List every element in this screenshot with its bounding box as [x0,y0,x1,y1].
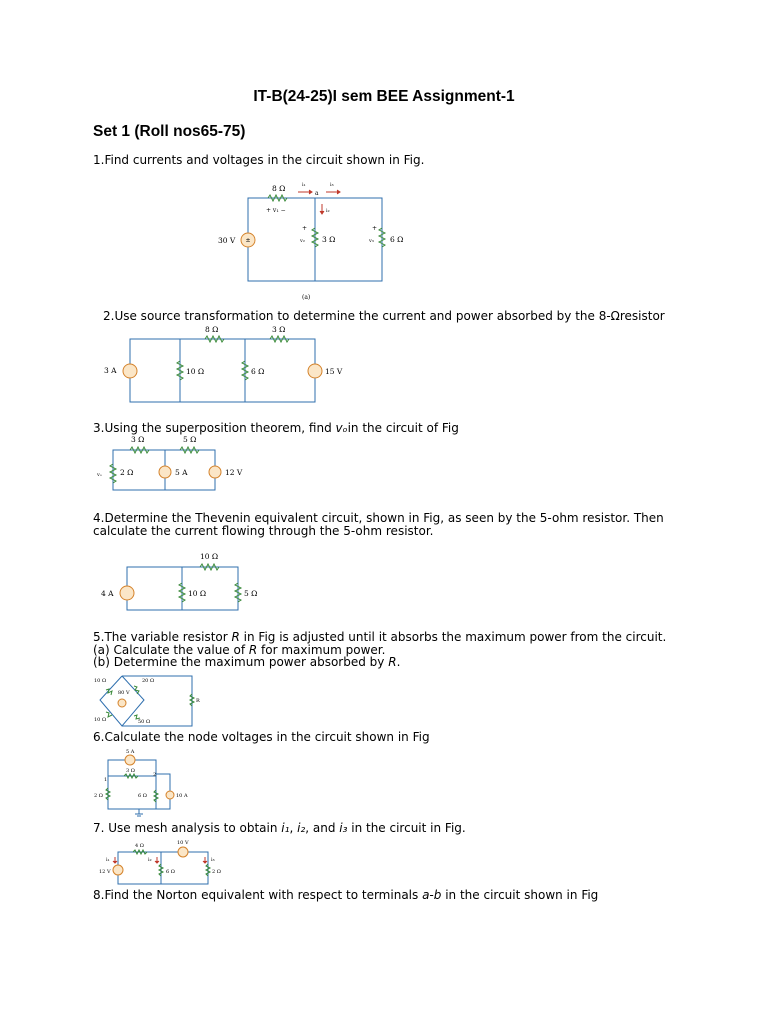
question-number: 3. [93,421,105,435]
question-6 [93,731,430,744]
question-text: The variable resistor [104,630,232,644]
label-10ohm: 10 Ω [188,589,207,598]
label-12v: 12 V [225,468,243,477]
label-i1: i₁ [302,182,306,188]
question-number: 1. [93,153,105,167]
question-number: 4. [93,511,105,525]
plus-sign-v3: + [372,225,378,232]
variable-ab: a-b [422,888,442,902]
label-12v: 12 V [99,869,111,875]
label-6ohm: 6 Ω [390,235,404,244]
label-2ohm: 2 Ω [120,468,134,477]
label-3ohm: 3 Ω [272,325,286,334]
label-50ohm: 50 Ω [138,719,151,725]
question-4-line-2: calculate the current flowing through the 5-ohm resistor. [93,524,434,538]
label-6ohm: 6 Ω [251,367,265,376]
label-4a: 4 A [101,589,114,598]
label-10ohm-bottom: 10 Ω [94,717,107,723]
label-node-1: 1 [104,777,108,783]
question-text: Determine the Thevenin equivalent circuit, shown in Fig, as seen by the 5-ohm resistor. Then [104,511,664,525]
question-text-end: in Fig is adjusted until it absorbs the maximum power from the circuit. [239,630,667,644]
question-2 [103,310,665,323]
variable-vo: vₒ [335,421,348,435]
figure-4-circuit [100,551,270,613]
question-text-end: . [396,655,401,669]
label-i2: i₂ [148,857,152,863]
label-v1: + v₁ − [266,207,286,214]
label-2ohm: 2 Ω [94,793,103,799]
question-text: Using the superposition theorem, find [104,421,336,435]
variable-r: R [248,643,258,657]
label-4ohm: 4 Ω [135,843,144,849]
question-number: 8. [93,888,105,902]
label-6ohm: 6 Ω [166,869,175,875]
label-3ohm: 3 Ω [126,768,135,774]
question-number: 5. [93,630,105,644]
variable-i3: i₃ [339,821,348,835]
label-10ohm-top: 10 Ω [200,552,219,561]
plus-sign-v2: + [302,225,308,232]
label-3ohm: 3 Ω [131,435,145,444]
label-8ohm: 8 Ω [272,184,286,193]
question-text: Find the Norton equivalent with respect to terminals [104,888,423,902]
variable-i2: i₂ [297,821,306,835]
set-heading: Set 1 (Roll nos65-75) [93,123,246,140]
variable-i1: i₁ [281,821,290,835]
question-5-line-3 [93,656,400,669]
question-text-end: for maximum power. [257,643,386,657]
label-5ohm: 5 Ω [244,589,258,598]
figure-3-circuit [95,434,270,494]
separator: , and [305,821,340,835]
variable-r: R [231,630,240,644]
label-80v: 80 V [118,690,130,696]
figure-6-circuit [92,746,202,820]
label-10ohm: 10 Ω [186,367,205,376]
separator: , [289,821,298,835]
label-vo: vₒ [97,472,102,478]
question-number: 2. [103,309,115,323]
label-6ohm: 6 Ω [138,793,147,799]
label-5a: 5 A [175,468,188,477]
question-text: Calculate the node voltages in the circuit shown in Fig [104,730,430,744]
label-v3: v₃ [369,238,374,244]
label-5a: 5 A [126,749,135,755]
label-v2: v₂ [300,238,305,244]
label-i1: i₁ [106,857,110,863]
label-15v: 15 V [325,367,343,376]
variable-r: R [388,655,397,669]
question-text-end: in the circuit shown in Fig [441,888,599,902]
question-text-end: in the circuit of Fig [347,421,459,435]
question-text: Use mesh analysis to obtain [104,821,282,835]
question-number: 7. [93,821,105,835]
label-10ohm-top: 10 Ω [94,678,107,684]
label-3a: 3 A [104,366,117,375]
label-20ohm: 20 Ω [142,678,155,684]
label-node-2: 2 [153,772,157,778]
question-8 [93,889,598,902]
figure-5-circuit [92,672,212,730]
question-text: (b) Determine the maximum power absorbed by [93,655,389,669]
label-node-a: a [315,190,319,197]
question-number: 6. [93,730,105,744]
label-i2: i₂ [326,208,330,214]
label-i3: i₃ [211,857,215,863]
question-1 [93,154,424,167]
question-text: (a) Calculate the value of [93,643,249,657]
label-10v: 10 V [177,840,189,846]
question-text: Use source transformation to determine the current and power absorbed by the 8-Ωresistor [114,309,665,323]
question-text: Find currents and voltages in the circuit shown in Fig. [104,153,425,167]
label-2ohm: 2 Ω [212,869,221,875]
question-7 [93,822,466,835]
label-3ohm: 3 Ω [322,235,336,244]
label-30v: 30 V [218,236,236,245]
question-text-end: in the circuit in Fig. [347,821,466,835]
assignment-title: IT-B(24-25)I sem BEE Assignment-1 [253,88,515,105]
label-r: R [196,698,200,704]
label-i3: i₃ [330,182,334,188]
label-5ohm: 5 Ω [183,435,197,444]
figure-2-circuit [100,323,360,405]
figure-1-circuit [210,178,420,303]
figure-caption: (a) [302,294,311,301]
figure-7-circuit [95,838,245,888]
label-8ohm: 8 Ω [205,325,219,334]
label-10a: 10 A [176,793,188,799]
svg-text:±: ± [245,237,251,244]
